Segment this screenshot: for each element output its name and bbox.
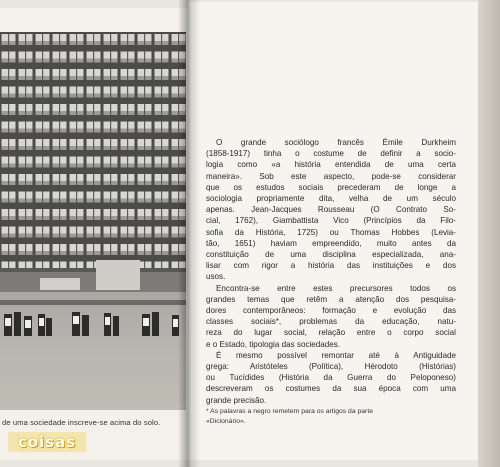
footnote-line: * As palavras a negro remetem para os artigos da parte — [206, 408, 373, 415]
text-line: apenas. Jean-Jacques Rousseau (O Contrato So- — [206, 205, 456, 215]
building-photo — [0, 32, 186, 410]
text-line: descreveram os costumes da sua época com uma — [206, 384, 456, 394]
text-line: reza do lugar social, relação entre o corpo social — [206, 328, 456, 338]
text-line: usos. — [206, 272, 226, 282]
text-line: classes sociais*, problemas da educação, natu- — [206, 317, 456, 327]
photo-caption: de uma sociedade inscreve-se acima do solo. — [2, 418, 161, 427]
text-line: ou Tucídides (História da Guerra do Peloponeso) — [206, 373, 456, 383]
paragraph-1 — [206, 137, 456, 283]
text-line: grande precisão. — [206, 395, 267, 405]
coisas-logo — [8, 432, 86, 452]
text-line: e o Estado, tipologia das sociedades. — [206, 339, 341, 349]
text-line: sociologia propriamente dita, velha de um século — [206, 194, 456, 204]
text-line: sofia da História, 1725) ou Thomas Hobbes (Levia- — [206, 227, 456, 237]
text-line: maneira». Sob este aspecto, pode-se considerar — [206, 171, 456, 181]
text-line: tão, 1651) haviam empreendido, muito antes da — [206, 238, 456, 248]
text-line: dores contemporâneos: formação e evolução das — [206, 306, 456, 316]
logo-text: coisas — [17, 433, 77, 451]
paragraph-3 — [206, 350, 456, 406]
page-edge — [478, 0, 500, 467]
text-line: Encontra-se entre estes precursores todos os — [216, 283, 456, 293]
paragraph-2 — [206, 283, 456, 350]
text-line: constituição de uma disciplina especializada, ana- — [206, 250, 456, 260]
text-line: É mesmo possível remontar até à Antiguidade — [216, 350, 456, 360]
text-line: O grande sociólogo francês Émile Durkheim — [216, 138, 456, 147]
text-line: que os estudos sociais precederam de longe a — [206, 182, 456, 192]
footnote — [206, 407, 456, 426]
article-body — [206, 137, 456, 406]
text-line: grandes temas que retêm a atenção dos pesquisa- — [206, 294, 456, 304]
text-line: logia como «a história entendida de uma certa — [206, 160, 456, 170]
text-line: grega: Aristóteles (Política), Hérodoto (Histórias) — [206, 362, 456, 372]
text-line: cial, 1762), Giambattista Vico (Princípios da Filo- — [206, 216, 456, 226]
footnote-line: «Dicionário». — [206, 417, 246, 425]
text-line: (1858-1917) tinha o costume de definir a socio- — [206, 149, 456, 159]
text-line: lisar com rigor a história das instituições e dos — [206, 261, 456, 271]
